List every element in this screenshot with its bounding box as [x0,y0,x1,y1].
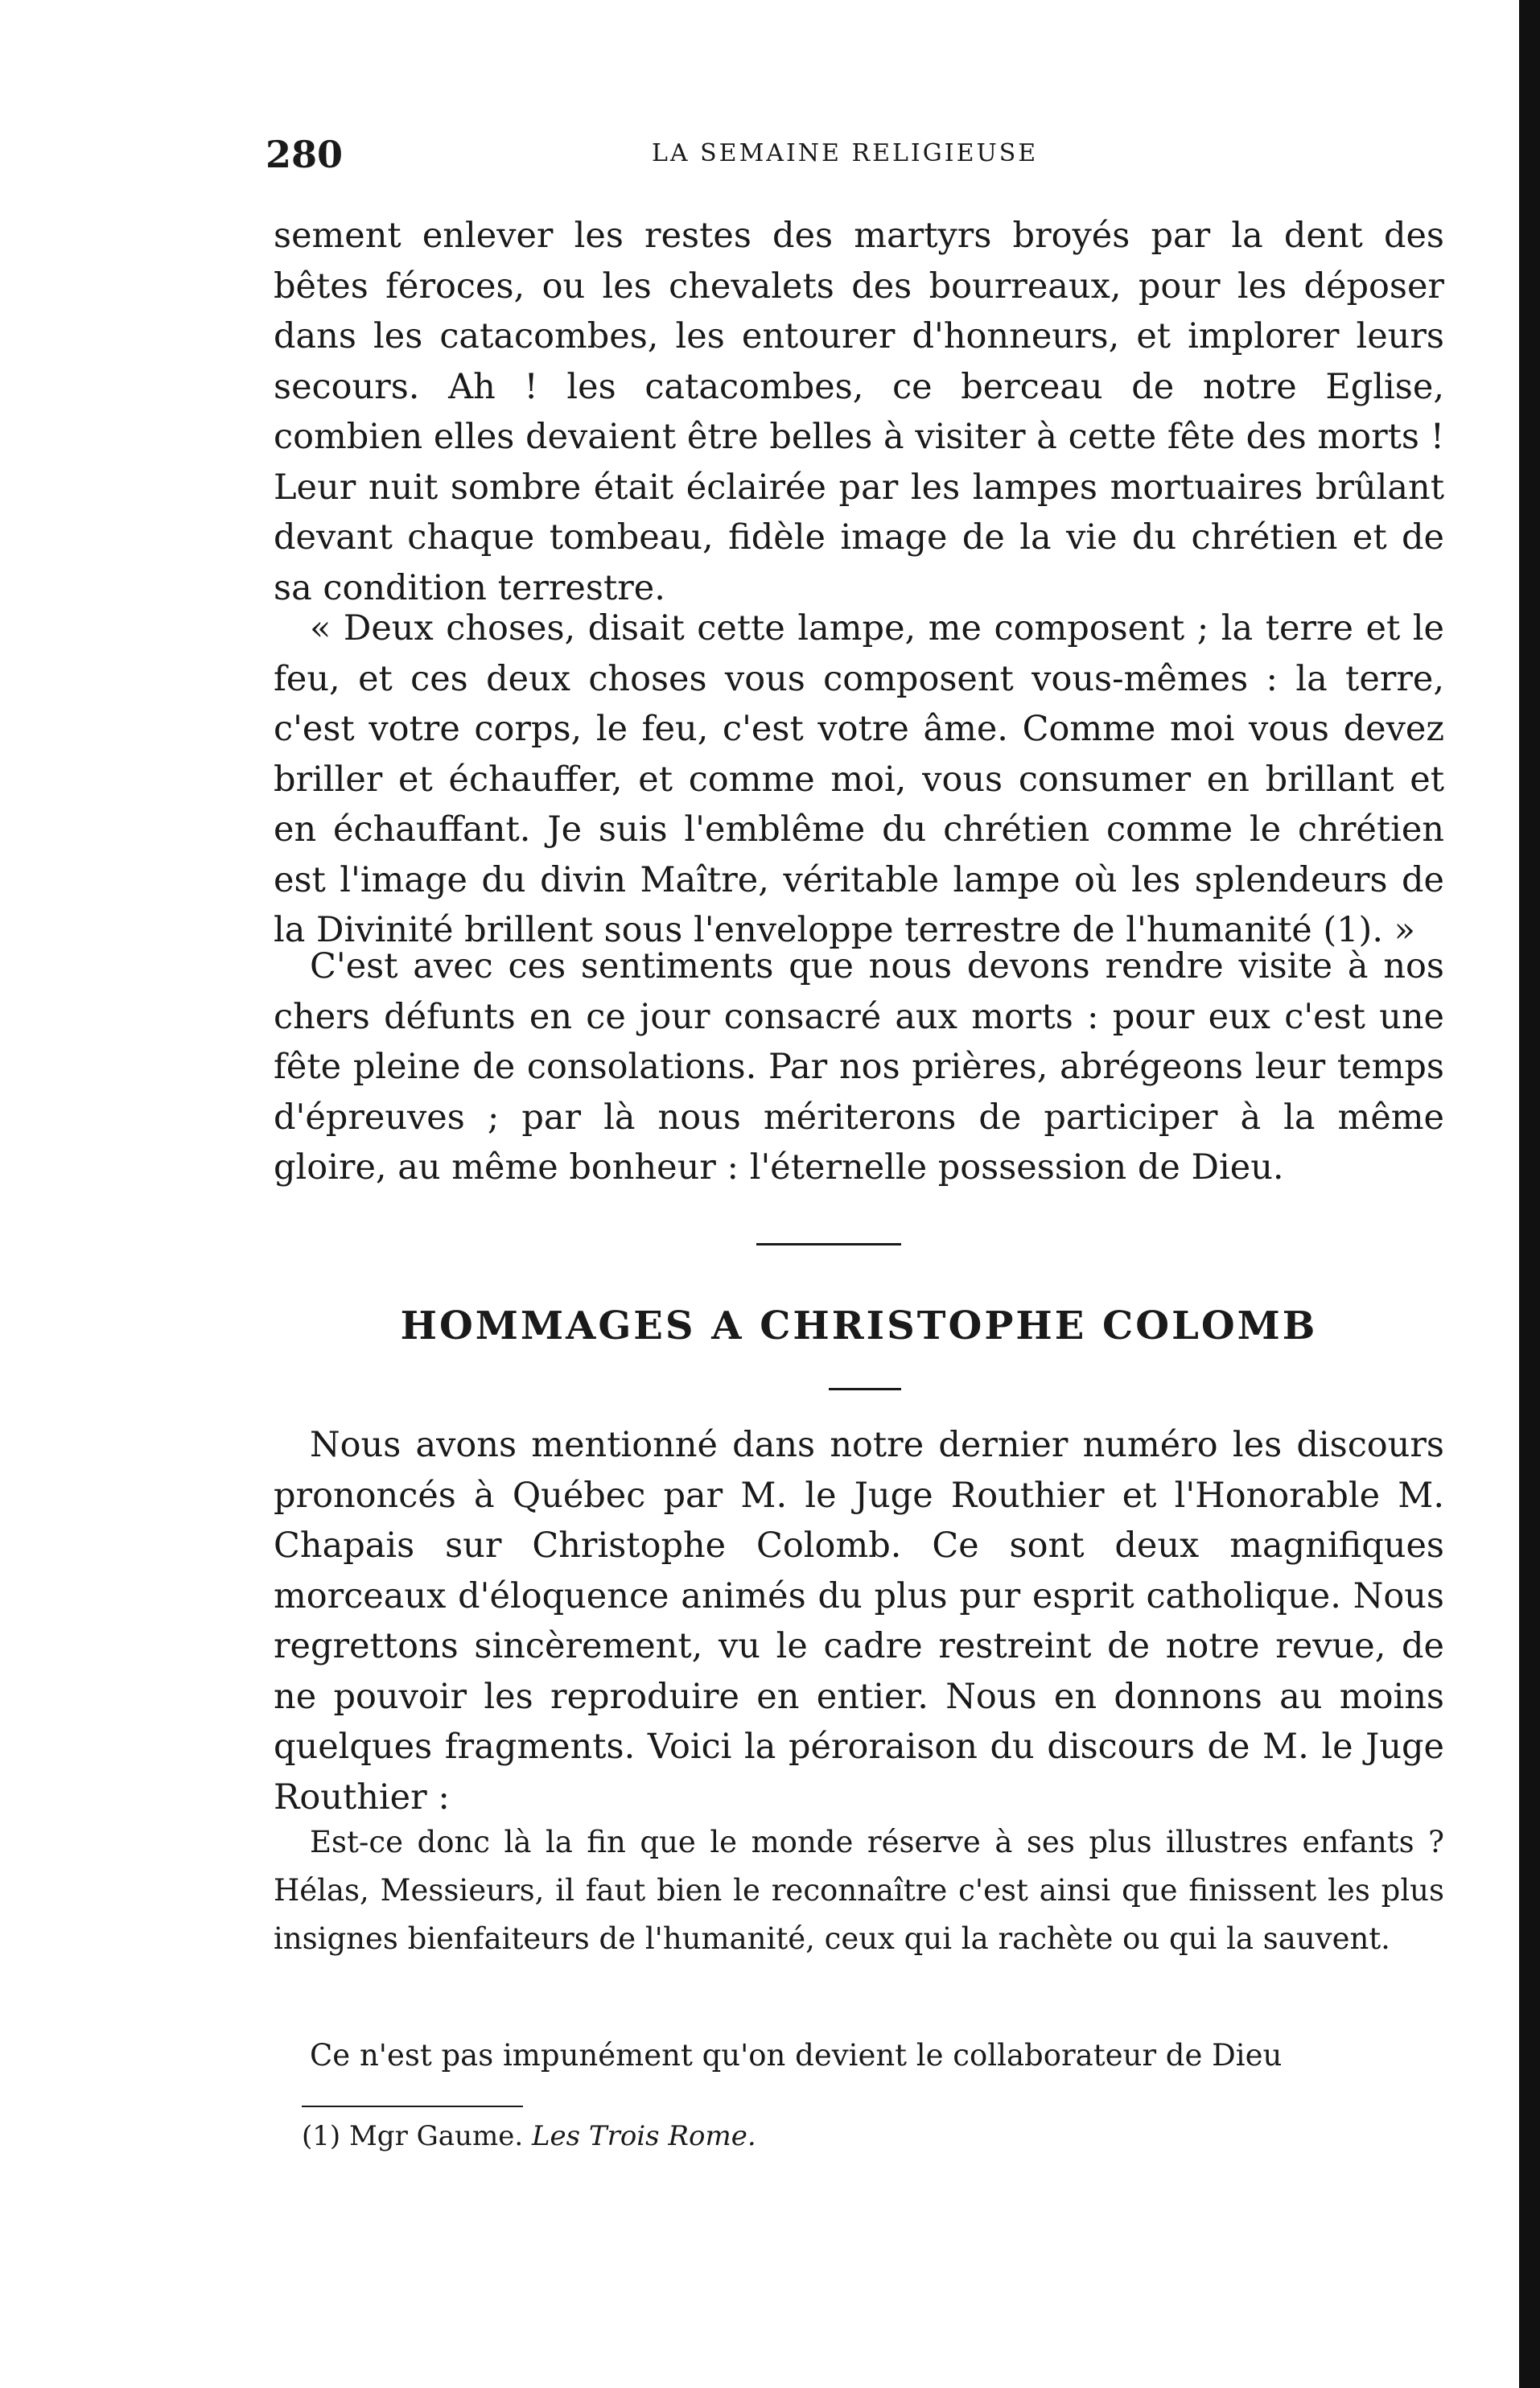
quote-text: Ce n'est pas impunément qu'on devient le collaborateur de Dieu [310,2038,1283,2073]
quoted-excerpt [274,1818,1444,1963]
running-head [266,133,1448,176]
paragraph-text: Nous avons mentionné dans notre dernier numéro les discours prononcés à Québec par M. le Juge Routhier et l'Honorable M. Chapais sur Christophe Colomb. Ce sont deux magnifiques morceaux d'éloquence animés du plus pur esprit catholique. Nous regrettons sincèrement, vu le cadre restreint de notre revue, de ne pouvoir les reproduire en entier. Nous en donnons au moins quelques fragments. Voici la péroraison du discours de M. le Juge Routhier : [274,1425,1444,1818]
paragraph-conclusion [274,941,1444,1193]
paragraph-catacombs [274,211,1444,613]
scan-edge [1519,0,1540,2388]
footnote-rule [302,2106,523,2107]
quoted-excerpt [274,2032,1444,2080]
section-title: HOMMAGES A CHRISTOPHE COLOMB [400,1303,1318,1348]
footnote-work: Les Trois Rome. [531,2120,756,2152]
page-number: 280 [266,133,344,176]
paragraph-lamp-quote [274,603,1444,956]
title-underline [829,1388,901,1390]
footnote [302,2116,756,2156]
paragraph-text: sement enlever les restes des martyrs broyés par la dent des bêtes féroces, ou les chevalets des bourreaux, pour les déposer dans les catacombes, les entourer d'honneurs, et implorer leurs secours. Ah ! les catacombes, ce berceau de notre Eglise, combien elles devaient être belles à visiter à cette fête des morts ! Leur nuit sombre était éclairée par les lampes mortuaires brûlant devant chaque tombeau, fidèle image de la vie du chrétien et de sa condition terrestre. [274,216,1444,608]
header-title: LA SEMAINE RELIGIEUSE [652,139,1039,167]
quote-text: Est-ce donc là la fin que le monde réserve à ses plus illustres enfants ? Hélas, Messieurs, il faut bien le reconnaître c'est ainsi que finissent les plus insignes bienfaiteurs de l'humanité, ceux qui la rachète ou qui la sauvent. [274,1825,1444,1956]
paragraph-text: C'est avec ces sentiments que nous devons rendre visite à nos chers défunts en ce jour consacré aux morts : pour eux c'est une fête pleine de consolations. Par nos prières, abrégeons leur temps d'épreuves ; par là nous mériterons de participer à la même gloire, au même bonheur : l'éternelle possession de Dieu. [274,946,1444,1188]
paragraph-section-intro [274,1420,1444,1822]
footnote-marker: (1) [302,2120,341,2152]
footnote-author: Mgr Gaume. [348,2120,524,2152]
paragraph-text: « Deux choses, disait cette lampe, me composent ; la terre et le feu, et ces deux choses vous composent vous-mêmes : la terre, c'est votre corps, le feu, c'est votre âme. Comme moi vous devez briller et échauffer, et comme moi, vous consumer en brillant et en échauffant. Je suis l'emblême du chrétien comme le chrétien est l'image du divin Maître, véritable lampe où les splendeurs de la Divinité brillent sous l'enveloppe terrestre de l'humanité (1). » [274,608,1444,950]
section-divider [756,1243,901,1245]
